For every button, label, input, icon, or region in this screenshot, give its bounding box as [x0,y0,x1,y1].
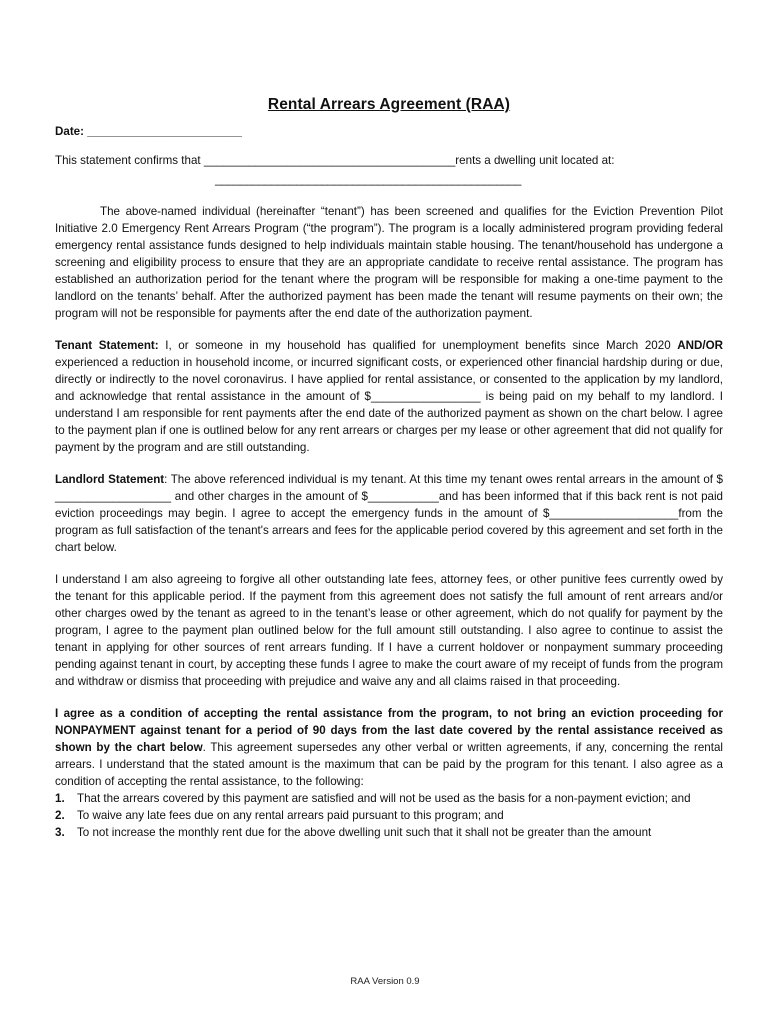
forgive-fees-paragraph: I understand I am also agreeing to forgive all other outstanding late fees, attorney fees, or other punitive fees currently owed by the tenant for this applicable period. If the payment from this agreement does not satisfy the full amount of rent arrears and/or other charges owed by the tenant as agreed to in the tenant’s lease or other agreement, which do not qualify for payment by the program, I agree to the payment plan outlined below for the full amount still outstanding. I also agree to continue to assist the tenant in applying for other sources of rent arrears funding. If I have a current holdover or nonpayment summary proceeding pending against tenant in court, by accepting these funds I agree to make the court aware of my receipt of funds from the program and withdraw or dismiss that proceeding with prejudice and waive any and all claims raised in that proceeding. [55,573,723,688]
intro-paragraph: The above-named individual (hereinafter “tenant”) has been screened and qualifies for the Eviction Prevention Pilot Initiative 2.0 Emergency Rent Arrears Program (“the program”). The program is a locally administered program providing federal emergency rental assistance funds designed to help individuals maintain stable housing. The tenant/household has undergone a screening and eligibility process to ensure that they are an appropriate candidate to receive rental assistance. The program has established an authorization period for the tenant where the program will be responsible for making a one-time payment to the landlord on the tenants’ behalf. After the authorized payment has been made the tenant will resume payments on their own; the program will not be responsible for payments after the end date of the authorization payment. [55,205,723,320]
date-field-line: Date: ________________________ [55,125,242,138]
list-item [55,824,723,841]
tenant-statement-text1: I, or someone in my household has qualified for unemployment benefits since March 2020 [158,339,678,352]
condition-rest-text: . This agreement supersedes any other verbal or written agreements, if any, concerning the rental arrears. I understand that the stated amount is the maximum that can be paid by the program for this tenant. I also agree as a condition of accepting the rental assistance, to the following: [55,741,723,788]
condition-paragraph [55,705,723,790]
page-footer-version: RAA Version 0.9 [350,976,420,987]
list-number: 3. [55,826,65,839]
document-title: Rental Arrears Agreement (RAA) [267,96,511,113]
landlord-statement-text: : The above referenced individual is my tenant. At this time my tenant owes rental arrears in the amount of $ __________________ and other charges in the amount of $___________and has been informed that if this back rent is not paid eviction proceedings may begin. I agree to accept the emergency funds in the amount of $____________________from the program as full satisfaction of the tenant's arrears and fees for the applicable period covered by this agreement and set forth in the chart below. [55,473,723,554]
tenant-statement-text2: experienced a reduction in household income, or incurred significant costs, or experienced other financial hardship during or due, directly or indirectly to the novel coronavirus. I have applied for rental assistance, or consented to the application by my landlord, and acknowledge that rental assistance in the amount of $_________________ is being paid on my behalf to my landlord. I understand I am responsible for rent payments after the end date of the authorized payment as shown on the chart below. I agree to the payment plan if one is outlined below for any rent arrears or charges per my lease or other agreement that did not qualify for payment by the program and are still outstanding. [55,356,723,454]
confirm-statement: This statement confirms that _______________________________________rents a dwelling unit located at: [55,154,615,167]
list-number: 2. [55,809,65,822]
list-item [55,790,723,807]
terms-list [55,790,723,841]
list-text: To not increase the monthly rent due for the above dwelling unit such that it shall not be greater than the amount [77,826,652,839]
list-text: To waive any late fees due on any rental arrears paid pursuant to this program; and [77,809,504,822]
tenant-statement-paragraph [55,337,723,456]
list-number: 1. [55,792,65,805]
landlord-statement-heading: Landlord Statement [55,473,165,486]
landlord-statement-paragraph [55,471,723,556]
condition-bold-text: I agree as a condition of accepting the rental assistance from the program, to not bring an eviction proceeding for NONPAYMENT against tenant for a period of 90 days from the last date covered by the rental assistance received as shown by the chart below [55,707,723,754]
address-blank-line: _________________________________________________ [215,173,522,186]
tenant-statement-heading: Tenant Statement: [55,339,159,352]
list-text: That the arrears covered by this payment are satisfied and will not be used as the basis for a non-payment eviction; and [77,792,691,805]
list-item [55,807,723,824]
document-page [55,96,723,841]
and-or-emphasis: AND/OR [677,339,723,352]
